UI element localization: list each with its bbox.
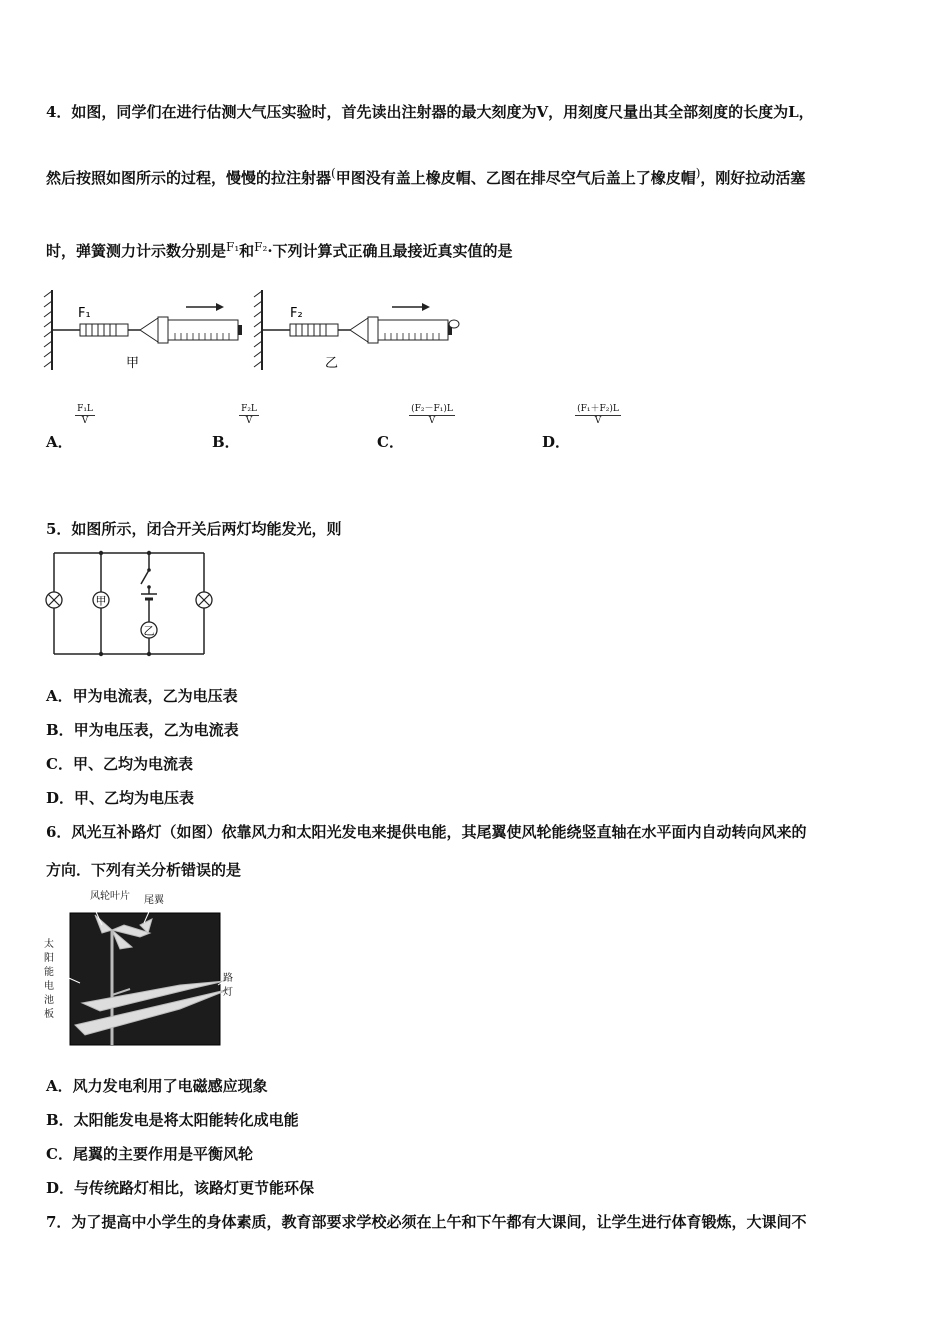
q4-line2-b: 甲图没有盖上橡皮帽、乙图在排尽空气后盖上了橡皮帽 — [335, 169, 696, 187]
label-blade: 风轮叶片 — [90, 891, 130, 902]
q4-option-b-label: B． — [212, 433, 240, 451]
q4-line1: 4．如图，同学们在进行估测大气压实验时，首先读出注射器的最大刻度为V，用刻度尺量出其全部刻度的长度为L， — [46, 103, 814, 121]
q6-option-b: B．太阳能发电是将太阳能转化成电能 — [46, 1111, 299, 1129]
lamp-right-icon — [196, 592, 212, 608]
q4-option-b-formula: $\frac{\text{F₂L}}{V}$ — [241, 404, 257, 426]
q6-line2: 方向．下列有关分析错误的是 — [46, 861, 242, 879]
q4-option-a-formula: $\frac{\text{F₁L}}{V}$ — [77, 404, 93, 426]
q4-line3-b: 下列计算式正确且最接近真实值的是 — [272, 242, 513, 260]
q5-circuit-figure — [44, 550, 216, 660]
label-f1: F₁ — [78, 306, 91, 321]
q4-line2-a: 然后按照如图所示的过程，慢慢的拉注射器 — [46, 169, 332, 187]
lamp-left-icon — [46, 592, 62, 608]
q6-wind-solar-lamp-photo — [40, 885, 233, 1050]
q6-line1: 6．风光互补路灯（如图）依靠风力和太阳光发电来提供电能，其尾翼使风轮能绕竖直轴在水平面内自动转向风来的 — [46, 823, 807, 841]
meter-jia-label: 甲 — [95, 594, 107, 608]
label-f2: F₂ — [290, 306, 303, 321]
q5-option-d: D．甲、乙均为电压表 — [46, 789, 195, 807]
syringe-setup-yi — [254, 290, 459, 370]
label-tail: 尾翼 — [144, 895, 164, 906]
label-jia: 甲 — [126, 356, 140, 371]
q4-option-c-formula: $\frac{\text{(F₂－F₁)L}}{V}$ — [411, 404, 453, 426]
q4-option-d-label: D． — [542, 433, 571, 451]
q4-option-c-label: C． — [377, 433, 404, 451]
q4-option-a-label: A． — [46, 433, 73, 451]
q4-syringe-figure — [40, 285, 470, 375]
q4-f2: F₂ — [254, 240, 268, 254]
q4-f1: F₁ — [226, 240, 240, 254]
q4-line3-and: 和 — [239, 242, 255, 260]
q4-line3: 时，弹簧测力计示数分别是$^{F_1}$和$^{F_2}$·下列计算式正确且最接近真实值的是 — [46, 240, 513, 260]
q4-paren-close: ) — [695, 166, 701, 180]
q6-option-a: A．风力发电利用了电磁感应现象 — [46, 1077, 268, 1095]
meter-yi-icon — [141, 622, 157, 638]
q4-line2-c: ，刚好拉动活塞 — [700, 169, 806, 187]
syringe-setup-jia — [44, 290, 242, 370]
q5-option-a: A．甲为电流表，乙为电压表 — [46, 687, 238, 705]
q6-option-c: C．尾翼的主要作用是平衡风轮 — [46, 1145, 253, 1163]
label-panel: 太阳能电池板 — [44, 939, 54, 1020]
q6-option-d: D．与传统路灯相比，该路灯更节能环保 — [46, 1179, 315, 1197]
q5-option-c: C．甲、乙均为电流表 — [46, 755, 193, 773]
q5-option-b: B．甲为电压表，乙为电流表 — [46, 721, 239, 739]
q4-option-d-formula: $\frac{\text{(F₁＋F₂)L}}{V}$ — [577, 404, 619, 426]
q4-line3-a: 时，弹簧测力计示数分别是 — [46, 242, 227, 260]
meter-jia-icon — [93, 592, 109, 608]
meter-yi-label: 乙 — [143, 624, 155, 638]
q7-line1: 7．为了提高中小学生的身体素质，教育部要求学校必须在上午和下午都有大课间，让学生进行体育锻炼，大课间不 — [46, 1213, 807, 1231]
q4-line2 — [46, 166, 805, 188]
q5-stem: 5．如图所示，闭合开关后两灯均能发光，则 — [46, 520, 342, 538]
label-lamp: 路灯 — [223, 973, 233, 998]
q4-paren-open: ( — [331, 166, 336, 180]
label-yi: 乙 — [325, 356, 339, 371]
